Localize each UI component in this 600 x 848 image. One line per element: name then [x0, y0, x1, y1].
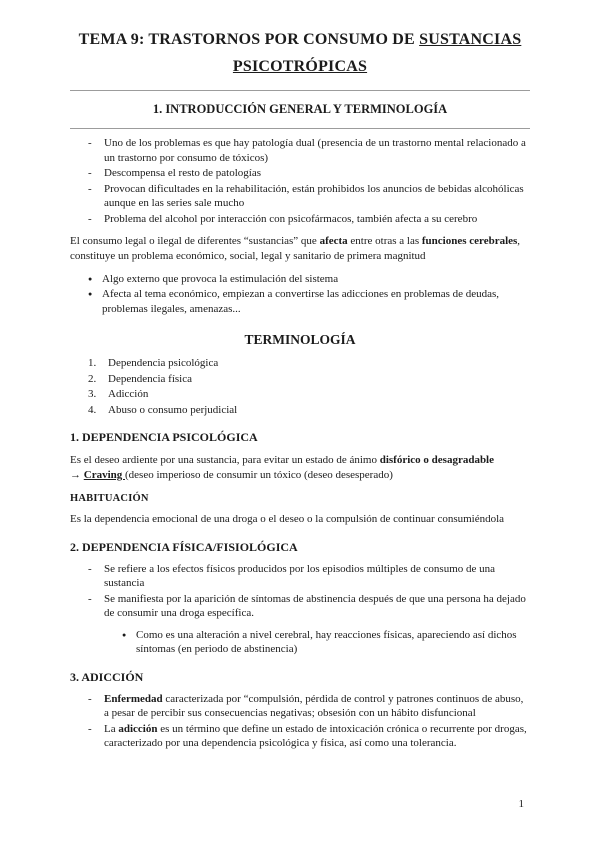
text-run: Uno de los problemas es que hay patología dual (presencia de un trastorno mental relacionado a un trastorno por consumo de tóxicos) — [104, 137, 526, 164]
list-item — [88, 212, 530, 227]
adiccion-heading: 3. ADICCIÓN — [70, 669, 144, 684]
dependencia-psicologica-paragraph — [70, 453, 530, 482]
text-run: Es el deseo ardiente por una sustancia, para evitar un estado de ánimo — [70, 454, 380, 467]
list-item — [88, 387, 530, 402]
list-item — [88, 136, 530, 165]
list-item-text — [104, 692, 530, 721]
list-item — [88, 287, 530, 316]
bullet-marker: ● — [88, 274, 93, 283]
text-run: Problema del alcohol por interacción con psicofármacos, también afecta a su cerebro — [104, 212, 478, 225]
list-item-text — [102, 272, 530, 287]
text-run: adicción — [118, 722, 158, 735]
bullet-marker: - — [88, 592, 92, 605]
list-item-text — [104, 722, 530, 751]
text-run: Craving — [83, 468, 125, 481]
divider-top — [70, 90, 530, 91]
bullet-marker: - — [88, 182, 92, 195]
list-item — [122, 628, 530, 657]
bullet-marker: - — [88, 722, 92, 735]
list-item — [88, 182, 530, 211]
text-run: es un término que define un estado de intoxicación crónica o recurrente por drogas, caracterizado por una dependencia psicológica y física, así como una tolerancia. — [104, 722, 527, 750]
intro-dot-bullet-list — [70, 272, 530, 317]
list-item — [88, 372, 530, 387]
terminologia-numbered-list — [70, 356, 530, 417]
page-number: 1 — [518, 798, 524, 810]
list-number: 1. — [88, 357, 97, 370]
list-item — [88, 356, 530, 371]
dependencia-psicologica-heading: 1. DEPENDENCIA PSICOLÓGICA — [70, 430, 258, 445]
list-item — [88, 272, 530, 287]
list-item-text — [104, 136, 530, 165]
bullet-marker: - — [88, 137, 92, 150]
text-run: → — [70, 468, 84, 481]
text-run: disfórico o desagradable — [379, 454, 494, 467]
text-run: afecta — [319, 235, 348, 248]
text-run: entre otras a las — [347, 235, 422, 248]
habituacion-paragraph — [70, 512, 530, 527]
text-run: Enfermedad — [104, 692, 163, 705]
text-run: Provocan dificultades en la rehabilitación, están prohibidos los anuncios de bebidas alcohólicas aunque en las series sale mucho — [104, 182, 524, 210]
list-item-text: Dependencia física — [108, 372, 192, 385]
text-run: , constituye un problema económico, social, legal y sanitario de primera magnitud — [70, 235, 521, 262]
list-number: 2. — [88, 372, 97, 385]
list-item-text: Adicción — [108, 388, 149, 401]
list-number: 3. — [88, 388, 97, 401]
text-run: Como es una alteración a nivel cerebral, hay reacciones físicas, apareciendo así dichos síntomas (en periodo de abstinencia) — [136, 628, 517, 656]
list-item-text: Dependencia psicológica — [108, 357, 219, 370]
dependencia-fisica-heading: 2. DEPENDENCIA FÍSICA/FISIOLÓGICA — [70, 539, 298, 554]
text-run: La — [104, 722, 119, 735]
intro-section-heading: 1. INTRODUCCIÓN GENERAL Y TERMINOLOGÍA — [152, 102, 448, 117]
bullet-marker: - — [88, 692, 92, 705]
list-item-text — [136, 628, 530, 657]
dependencia-fisica-nested-dot-list — [70, 628, 530, 657]
bullet-marker: - — [88, 167, 92, 180]
text-run: (deseo imperioso de consumir un tóxico (deseo desesperado) — [125, 468, 393, 481]
bullet-marker: ● — [122, 630, 127, 639]
bullet-marker: - — [88, 562, 92, 575]
text-run: Afecta al tema económico, empiezan a convertirse las adicciones en problemas de deudas, problemas ilegales, amenazas... — [102, 288, 500, 315]
adiccion-bullet-list — [70, 692, 530, 751]
list-item-text — [104, 182, 530, 211]
text-run: TEMA 9: TRASTORNOS POR CONSUMO DE — [78, 31, 420, 48]
list-item — [88, 166, 530, 181]
list-number: 4. — [88, 403, 97, 416]
text-run: El consumo legal o ilegal de diferentes “sustancias” que — [70, 235, 320, 248]
habituacion-heading: HABITUACIÓN — [70, 493, 149, 505]
list-item-text — [104, 592, 530, 621]
text-run: funciones cerebrales — [421, 235, 518, 248]
terminologia-heading: TERMINOLOGÍA — [244, 332, 356, 348]
text-run: caracterizada por “compulsión, pérdida de control y patrones continuos de abuso, a pesar de percibir sus consecuencias negativas; obsesión con un hábito disfuncional — [104, 692, 524, 720]
text-run: Descompensa el resto de patologías — [104, 167, 262, 180]
list-item — [88, 592, 530, 621]
text-run: Se refiere a los efectos físicos producidos por los episodios múltiples de consumo de una sustancia — [104, 562, 496, 590]
list-item-text — [104, 562, 530, 591]
list-item — [88, 722, 530, 751]
bullet-marker: - — [88, 212, 92, 225]
list-item-text — [102, 287, 530, 316]
text-run: Algo externo que provoca la estimulación del sistema — [102, 272, 339, 285]
bullet-marker: ● — [88, 290, 93, 299]
divider-bottom — [70, 128, 530, 129]
intro-dash-bullet-list — [70, 136, 530, 226]
document-title — [70, 26, 530, 80]
list-item — [88, 692, 530, 721]
list-item-text — [104, 166, 530, 181]
list-item-text: Abuso o consumo perjudicial — [108, 403, 238, 416]
list-item-text — [104, 212, 530, 227]
text-run: Es la dependencia emocional de una droga o el deseo o la compulsión de continuar consumiéndola — [70, 513, 505, 526]
dependencia-fisica-bullet-list — [70, 562, 530, 621]
list-item — [88, 403, 530, 418]
list-item — [88, 562, 530, 591]
intro-paragraph — [70, 234, 530, 263]
text-run: Se manifiesta por la aparición de síntomas de abstinencia después de que una persona ha dejado de consumir una droga específica. — [104, 592, 526, 620]
text-run: SUSTANCIAS PSICOTRÓPICAS — [232, 31, 522, 76]
